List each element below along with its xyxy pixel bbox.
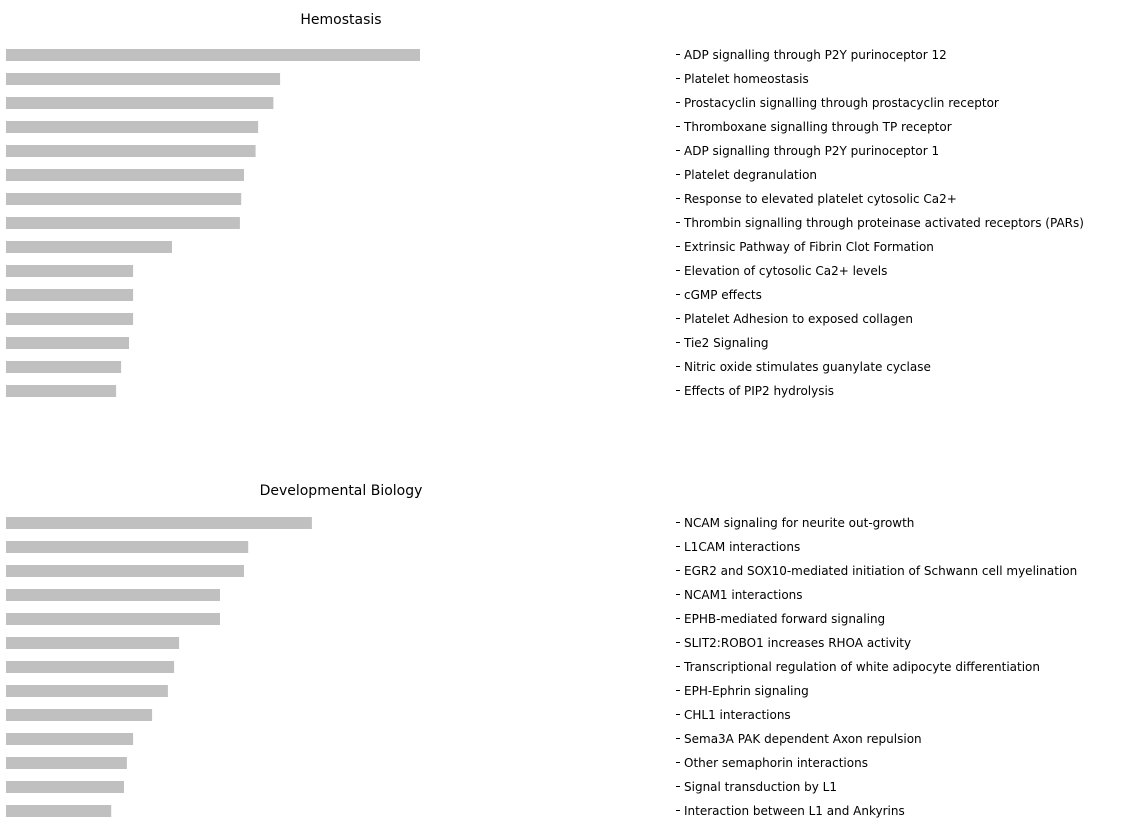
hemostasis-bar bbox=[6, 145, 256, 157]
hemostasis-panel bbox=[6, 12, 1084, 398]
hemostasis-bar bbox=[6, 361, 121, 373]
hemostasis-bar bbox=[6, 121, 258, 133]
developmental-biology-category-label: SLIT2:ROBO1 increases RHOA activity bbox=[684, 636, 912, 650]
developmental-biology-category-label: L1CAM interactions bbox=[684, 540, 801, 554]
developmental-biology-category-label: EPHB-mediated forward signaling bbox=[684, 612, 886, 626]
developmental-biology-category-label: Signal transduction by L1 bbox=[684, 780, 837, 794]
developmental-biology-bar bbox=[6, 733, 133, 745]
developmental-biology-category-label: Sema3A PAK dependent Axon repulsion bbox=[684, 732, 922, 746]
hemostasis-category-label: Tie2 Signaling bbox=[684, 336, 769, 350]
developmental-biology-bar bbox=[6, 685, 168, 697]
hemostasis-category-label: Prostacyclin signalling through prostacyclin receptor bbox=[684, 96, 999, 110]
hemostasis-category-label: Platelet homeostasis bbox=[684, 72, 809, 86]
hemostasis-category-label: Platelet degranulation bbox=[684, 168, 818, 182]
hemostasis-category-label: cGMP effects bbox=[684, 288, 762, 302]
hemostasis-category-label: ADP signalling through P2Y purinoceptor 1 bbox=[684, 144, 940, 158]
developmental-biology-category-label: NCAM1 interactions bbox=[684, 588, 803, 602]
hemostasis-bar bbox=[6, 217, 240, 229]
hemostasis-bar bbox=[6, 193, 241, 205]
developmental-biology-bar bbox=[6, 781, 124, 793]
hemostasis-bar bbox=[6, 265, 133, 277]
hemostasis-category-label: Platelet Adhesion to exposed collagen bbox=[684, 312, 913, 326]
hemostasis-category-label: Elevation of cytosolic Ca2+ levels bbox=[684, 264, 888, 278]
hemostasis-title: Hemostasis bbox=[300, 12, 382, 28]
developmental-biology-bar bbox=[6, 661, 174, 673]
hemostasis-category-label: ADP signalling through P2Y purinoceptor 12 bbox=[684, 48, 947, 62]
developmental-biology-category-label: EPH-Ephrin signaling bbox=[684, 684, 809, 698]
hemostasis-category-label: Thrombin signalling through proteinase activated receptors (PARs) bbox=[684, 216, 1084, 230]
developmental-biology-bar bbox=[6, 805, 111, 817]
hemostasis-bar bbox=[6, 169, 244, 181]
hemostasis-bar bbox=[6, 385, 116, 397]
hemostasis-category-label: Nitric oxide stimulates guanylate cyclase bbox=[684, 360, 931, 374]
developmental-biology-category-label: CHL1 interactions bbox=[684, 708, 791, 722]
developmental-biology-category-label: Interaction between L1 and Ankyrins bbox=[684, 804, 905, 818]
developmental-biology-bar bbox=[6, 565, 244, 577]
hemostasis-category-label: Effects of PIP2 hydrolysis bbox=[684, 384, 835, 398]
hemostasis-category-label: Thromboxane signalling through TP receptor bbox=[684, 120, 952, 134]
developmental-biology-bar bbox=[6, 517, 312, 529]
developmental-biology-panel bbox=[6, 483, 1077, 818]
hemostasis-bar bbox=[6, 289, 133, 301]
hemostasis-category-label: Extrinsic Pathway of Fibrin Clot Formation bbox=[684, 240, 934, 254]
developmental-biology-bar bbox=[6, 541, 248, 553]
hemostasis-category-label: Response to elevated platelet cytosolic Ca2+ bbox=[684, 192, 957, 206]
developmental-biology-bar bbox=[6, 589, 220, 601]
hemostasis-bar bbox=[6, 73, 280, 85]
developmental-biology-bar bbox=[6, 709, 152, 721]
developmental-biology-category-label: Other semaphorin interactions bbox=[684, 756, 868, 770]
hemostasis-bar bbox=[6, 337, 129, 349]
hemostasis-bar bbox=[6, 49, 420, 61]
hemostasis-bar bbox=[6, 241, 172, 253]
developmental-biology-bar bbox=[6, 757, 127, 769]
developmental-biology-bar bbox=[6, 637, 179, 649]
developmental-biology-category-label: Transcriptional regulation of white adipocyte differentiation bbox=[684, 660, 1040, 674]
developmental-biology-title: Developmental Biology bbox=[259, 483, 423, 499]
hemostasis-bar bbox=[6, 97, 273, 109]
developmental-biology-category-label: EGR2 and SOX10-mediated initiation of Schwann cell myelination bbox=[684, 564, 1078, 578]
developmental-biology-category-label: NCAM signaling for neurite out-growth bbox=[684, 516, 915, 530]
developmental-biology-bar bbox=[6, 613, 220, 625]
hemostasis-bar bbox=[6, 313, 133, 325]
